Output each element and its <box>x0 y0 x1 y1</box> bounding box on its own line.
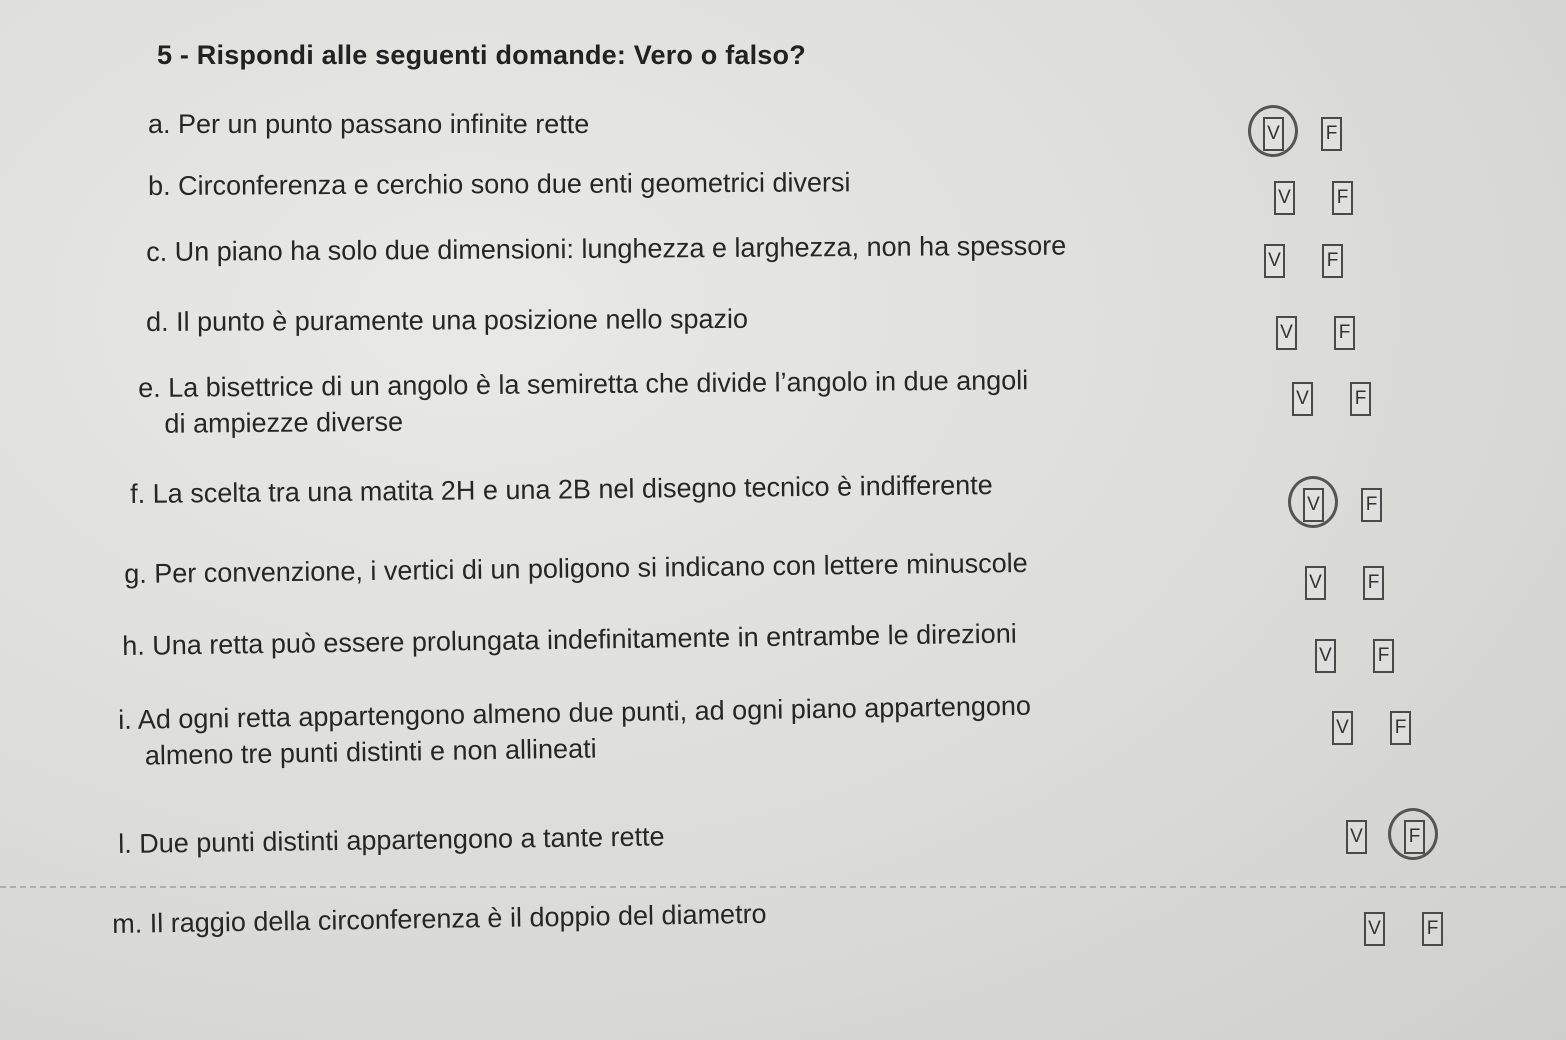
question-item <box>148 164 851 204</box>
question-text: d. Il punto è puramente una posizione nello spazio <box>146 303 749 337</box>
true-box[interactable]: V <box>1276 316 1297 350</box>
question-item <box>130 467 993 512</box>
question-item <box>146 228 1066 270</box>
true-false-choice <box>1264 238 1364 284</box>
false-box[interactable]: F <box>1363 566 1384 600</box>
true-false-choice <box>1303 482 1403 528</box>
true-false-choice <box>1263 111 1363 157</box>
question-text-continued: almeno tre punti distinti e non allineati <box>144 733 597 771</box>
false-box[interactable]: F <box>1361 488 1382 522</box>
true-false-choice <box>1332 705 1432 751</box>
question-text: m. Il raggio della circonferenza è il doppio del diametro <box>112 898 767 939</box>
false-box[interactable]: F <box>1373 639 1394 673</box>
false-box[interactable]: F <box>1390 711 1411 745</box>
question-item <box>118 818 665 862</box>
false-box[interactable]: F <box>1422 912 1443 946</box>
question-item <box>124 545 1028 592</box>
question-item <box>118 688 1032 774</box>
question-item <box>148 106 589 142</box>
answer-circle-mark <box>1388 808 1438 860</box>
answer-circle-mark <box>1248 105 1298 157</box>
question-item <box>146 301 748 340</box>
question-text-continued: di ampiezze diverse <box>164 406 404 439</box>
question-text: g. Per convenzione, i vertici di un poligono si indicano con lettere minuscole <box>124 547 1028 589</box>
question-item <box>112 896 767 942</box>
question-text: f. La scelta tra una matita 2H e una 2B nel disegno tecnico è indifferente <box>130 469 993 509</box>
true-box[interactable]: V <box>1274 181 1295 215</box>
false-box[interactable]: F <box>1321 117 1342 151</box>
true-box[interactable]: V <box>1263 117 1284 151</box>
question-text: e. La bisettrice di un angolo è la semiretta che divide l’angolo in due angoli <box>138 365 1029 403</box>
question-text: l. Due punti distinti appartengono a tante rette <box>118 821 665 859</box>
false-box[interactable]: F <box>1334 316 1355 350</box>
false-box[interactable]: F <box>1322 244 1343 278</box>
true-false-choice <box>1315 633 1415 679</box>
question-item <box>138 362 1029 442</box>
true-box[interactable]: V <box>1346 820 1367 854</box>
true-false-choice <box>1364 906 1464 952</box>
true-box[interactable]: V <box>1332 711 1353 745</box>
true-false-choice <box>1346 814 1446 860</box>
true-box[interactable]: V <box>1305 566 1326 600</box>
true-false-choice <box>1292 376 1392 422</box>
answer-circle-mark <box>1288 476 1338 528</box>
question-text: h. Una retta può essere prolungata indefinitamente in entrambe le direzioni <box>122 618 1017 661</box>
exercise-title: 5 - Rispondi alle seguenti domande: Vero o falso? <box>157 40 806 70</box>
question-text: c. Un piano ha solo due dimensioni: lunghezza e larghezza, non ha spessore <box>146 230 1067 267</box>
false-box[interactable]: F <box>1404 820 1425 854</box>
question-text: b. Circonferenza e cerchio sono due enti geometrici diversi <box>148 167 851 201</box>
false-box[interactable]: F <box>1332 181 1353 215</box>
true-box[interactable]: V <box>1303 488 1324 522</box>
true-box[interactable]: V <box>1292 382 1313 416</box>
true-box[interactable]: V <box>1364 912 1385 946</box>
question-item <box>122 616 1017 664</box>
true-box[interactable]: V <box>1264 244 1285 278</box>
true-box[interactable]: V <box>1315 639 1336 673</box>
true-false-choice <box>1274 175 1374 221</box>
fold-line <box>0 886 1566 888</box>
true-false-choice <box>1276 310 1376 356</box>
false-box[interactable]: F <box>1350 382 1371 416</box>
question-text: a. Per un punto passano infinite rette <box>148 109 590 139</box>
true-false-choice <box>1305 560 1405 606</box>
question-text: i. Ad ogni retta appartengono almeno due punti, ad ogni piano appartengono <box>118 690 1032 735</box>
